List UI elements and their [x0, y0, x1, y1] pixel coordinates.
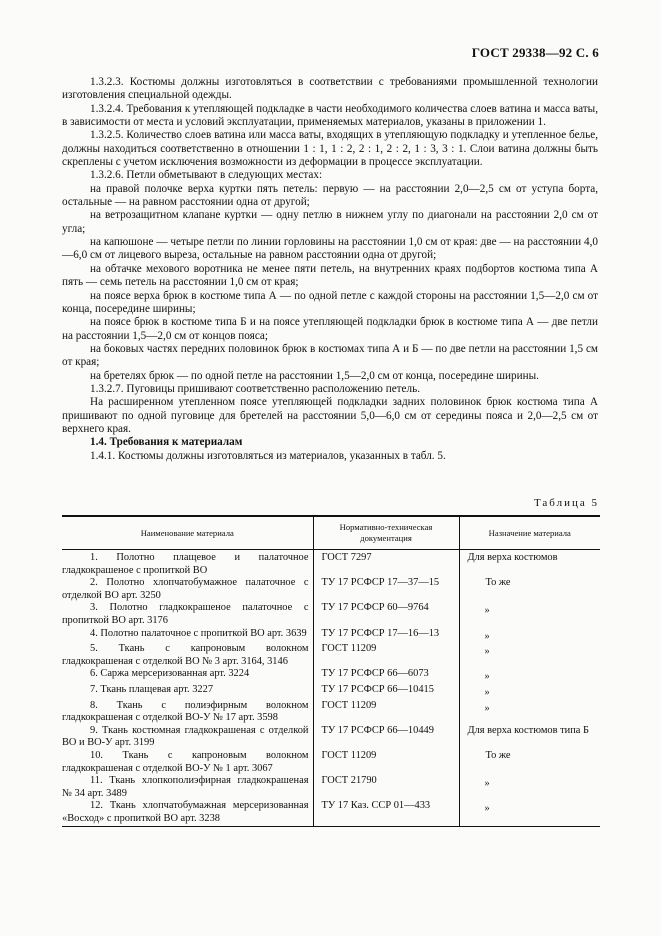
cell-purpose: То же [459, 577, 600, 602]
cell-documentation: ТУ 17 РСФСР 66—6073 [313, 668, 459, 684]
paragraph: на ветрозащитном клапане куртки — одну петлю в нижнем углу по диагонали на расстоянии 2,0 см от угла; [62, 209, 598, 235]
cell-material-name: 5. Ткань с капроновым волокном гладкокрашеная с отделкой ВО № 3 арт. 3164, 3146 [62, 643, 309, 667]
table-row [62, 643, 600, 668]
cell-documentation: ТУ 17 Каз. ССР 01—433 [313, 800, 459, 827]
table-row [62, 800, 600, 827]
table-caption: Таблица 5 [533, 497, 599, 509]
cell-documentation: ТУ 17 РСФСР 17—37—15 [313, 577, 459, 602]
paragraph: 1.3.2.6. Петли обметывают в следующих местах: [90, 169, 323, 182]
cell-purpose: » [459, 668, 600, 684]
section-heading: 1.4. Требования к материалам [90, 436, 243, 449]
cell-purpose: » [459, 800, 600, 827]
cell-material-name: 9. Ткань костюмная гладкокрашеная с отделкой ВО и ВО-У арт. 3199 [62, 724, 309, 749]
cell-material-name: 6. Саржа мерсеризованная арт. 3224 [90, 668, 250, 680]
paragraph: на поясе верха брюк в костюме типа А — по одной петле с каждой стороны на расстоянии 1,5—2,0 см от конца, посередине ширины; [62, 289, 598, 315]
table-row [62, 750, 600, 775]
cell-purpose: » [459, 602, 600, 627]
cell-purpose: » [459, 700, 600, 725]
table-row [62, 550, 600, 578]
table-row [62, 628, 600, 644]
cell-documentation: ГОСТ 21790 [313, 775, 459, 800]
paragraph: 1.3.2.5. Количество слоев ватина или масса ваты, входящих в утепляющую подкладку и утепленное белье, должны находиться соответственно в отношении 1 : 1, 1 : 2, 2 : 1, 2 : 2, 1 : 3, 3 : 1. Слои ватина должны быть скреплены с учетом исключения возможности из деформации в процессе эксплуатации. [62, 129, 598, 169]
cell-material-name: 4. Полотно палаточное с пропиткой ВО арт. 3639 [90, 627, 307, 639]
cell-purpose: » [459, 628, 600, 644]
table-row [62, 775, 600, 800]
cell-material-name: 7. Ткань плащевая арт. 3227 [90, 683, 214, 695]
paragraph: 1.4.1. Костюмы должны изготовляться из материалов, указанных в табл. 5. [90, 449, 446, 462]
cell-documentation: ТУ 17 РСФСР 66—10415 [313, 684, 459, 700]
column-header-material: Наименование материала [62, 516, 313, 550]
table-row [62, 684, 600, 700]
cell-documentation: ТУ 17 РСФСР 17—16—13 [313, 628, 459, 644]
materials-table [62, 515, 600, 827]
cell-material-name: 10. Ткань с капроновым волокном гладкокрашеная с отделкой ВО-У № 1 арт. 3067 [62, 749, 309, 774]
column-header-documentation: Нормативно-техническая документация [313, 516, 459, 550]
paragraph: на обтачке мехового воротника не менее пяти петель, на внутренних краях подбортов костюма типа А пять — семь петель на расстоянии 1,0 см от края; [62, 262, 598, 289]
paragraph: На расширенном утепленном поясе утепляющей подкладки задних половинок брюк костюма типа А пришивают по одной пуговице для бретелей на расстоянии 5,0—6,0 см от середины пояса и 2,0—2,5 см от верхнего края. [62, 396, 598, 435]
cell-material-name: 8. Ткань с полиэфирным волокном гладкокрашеная с отделкой ВО-У № 17 арт. 3598 [62, 699, 309, 724]
body-text [62, 76, 598, 463]
cell-material-name: 3. Полотно гладкокрашеное палаточное с пропиткой ВО арт. 3176 [62, 602, 309, 626]
table-row [62, 602, 600, 627]
cell-documentation: ГОСТ 11209 [313, 750, 459, 775]
cell-purpose: » [459, 684, 600, 700]
table-row [62, 725, 600, 750]
paragraph: на правой полочке верха куртки пять петель: первую — на расстоянии 2,0—2,5 см от уступа борта, остальные — на равном расстоянии одна от другой; [62, 182, 598, 209]
column-header-purpose: Назначение материала [459, 516, 600, 550]
cell-purpose: Для верха костюмов [459, 550, 600, 578]
paragraph: на поясе брюк в костюме типа Б и на поясе утепляющей подкладки брюк в костюме типа А — две петли на расстоянии 1,5—2,0 см от концов пояса; [62, 316, 598, 342]
cell-documentation: ТУ 17 РСФСР 66—10449 [313, 725, 459, 750]
paragraph: 1.3.2.3. Костюмы должны изготовляться в соответствии с требованиями промышленной технологии изготовления специальной одежды. [62, 76, 598, 102]
paragraph: 1.3.2.7. Пуговицы пришивают соответственно расположению петель. [90, 382, 420, 395]
cell-purpose: » [459, 643, 600, 668]
cell-material-name: 11. Ткань хлопкополиэфирная гладкокрашеная № 34 арт. 3489 [62, 775, 309, 799]
cell-documentation: ГОСТ 11209 [313, 700, 459, 725]
cell-material-name: 12. Ткань хлопчатобумажная мерсеризованная «Восход» с пропиткой ВО арт. 3238 [62, 800, 313, 827]
paragraph: на боковых частях передних половинок брюк в костюмах типа А и Б — по две петли на расстоянии 1,5 см от края; [62, 342, 598, 369]
paragraph: на капюшоне — четыре петли по линии горловины на расстоянии 1,0 см от края: две — на расстоянии 4,0—6,0 см от лицевого выреза, остальные на равном расстоянии одна от другой; [62, 236, 598, 262]
paragraph: 1.3.2.4. Требования к утепляющей подкладке в части необходимого количества слоев ватина и масса ваты, в зависимости от места и условий эксплуатации, применяемых материалов, указаны в приложении 1. [62, 102, 598, 129]
table-body [62, 550, 600, 827]
cell-documentation: ГОСТ 11209 [313, 643, 459, 668]
cell-documentation: ТУ 17 РСФСР 60—9764 [313, 602, 459, 627]
table-row [62, 700, 600, 725]
table-header-row [62, 516, 600, 550]
cell-purpose: Для верха костюмов типа Б [459, 725, 600, 750]
cell-purpose: » [459, 775, 600, 800]
cell-material-name: 2. Полотно хлопчатобумажное палаточное с отделкой ВО арт. 3250 [62, 577, 309, 601]
paragraph: на бретелях брюк — по одной петле на расстоянии 1,5—2,0 см от конца, посередине ширины. [90, 369, 539, 382]
cell-documentation: ГОСТ 7297 [313, 550, 459, 578]
table-row [62, 577, 600, 602]
cell-material-name: 1. Полотно плащевое и палаточное гладкокрашеное с пропиткой ВО [62, 552, 309, 576]
page-header: ГОСТ 29338—92 С. 6 [471, 45, 599, 60]
cell-purpose: То же [459, 750, 600, 775]
table-row [62, 668, 600, 684]
